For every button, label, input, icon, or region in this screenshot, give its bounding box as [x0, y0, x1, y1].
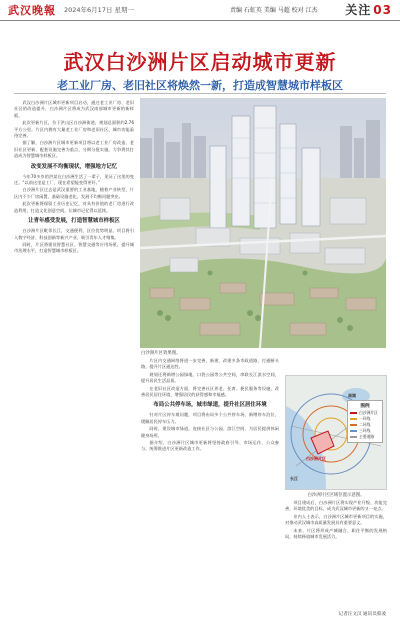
paragraph: 规划还将新增公园绿地、口袋公园等公共空间，串联长江滨水空间，提升居民生活品质。	[141, 371, 279, 384]
map-label-lake: 南湖	[348, 393, 356, 398]
section-subtitle: 改变发展不均衡现状，增强地方记忆	[30, 163, 118, 170]
article-column-2	[141, 358, 279, 606]
paragraph: 项目建成后，白沙洲片区将实现产业升级、功能完善、环境优美的目标，成为武汉城市更新的又一亮点。	[285, 500, 387, 512]
paragraph: 同时，片区将建设智慧社区、智慧交通等应用场景，提升城市治理水平，打造智慧城市样板区。	[14, 241, 134, 254]
legend-swatch	[350, 412, 357, 414]
map-label-area: 白沙洲片区	[306, 456, 326, 461]
paragraph: 据了解，白沙洲片区城市更新项目将以老工业厂房改造、老旧社区更新、配套设施完善为重点，分期分批实施，力争将其打造成为智慧城市样板区。	[14, 140, 134, 159]
headline: 武汉白沙洲片区启动城市更新	[63, 50, 337, 74]
legend-label: 一环线	[359, 416, 371, 421]
legend-swatch	[350, 436, 357, 438]
legend-swatch	[350, 418, 357, 420]
legend-swatch	[350, 430, 357, 432]
legend-label: 三环线	[359, 428, 371, 433]
image-caption: 白沙洲片区效果图。	[141, 351, 181, 356]
paragraph: 白沙洲片区毗邻长江，交通便利，区位优势明显。项目将引入数字经济、科技创新等新兴产业，吸引青年人才聚集。	[14, 228, 134, 240]
paragraph: 今年70多岁的洪某在白沙洲生活了一辈子，见证了这里的变迁。“以前这里是工厂，现在希望能变得更好。”	[14, 173, 134, 186]
article-column-1	[14, 100, 134, 606]
page-header	[0, 0, 400, 21]
reporter-credit: 记者汪文汉 通讯员蔡凌	[338, 612, 386, 617]
location-map	[285, 375, 387, 490]
paragraph: 据介绍，白沙洲片区城市更新将坚持政府引导、市场运作、公众参与，统筹推进片区更新改造工作。	[141, 440, 279, 452]
paragraph: 针对片区停车难问题，项目将布局多个公共停车场，新增停车泊位，缓解居民停车压力。	[141, 412, 279, 424]
newspaper-logo: 武汉晚報	[8, 4, 56, 17]
paragraph: 未来，片区将形成产城融合、职住平衡的发展格局，持续释放城市发展活力。	[285, 527, 387, 540]
editor-credits: 责编 石虹英 美编 马超 校对 江杰	[230, 7, 318, 14]
section-label: 关注	[345, 3, 372, 17]
map-label-river: 长江	[290, 476, 298, 481]
map-legend	[347, 400, 383, 443]
paragraph: 武汉白沙洲片区城市更新项目启动，通过老工业厂房、老旧社区的改造提升，白沙洲片区将成为武汉南部城市更新的新样板。	[14, 100, 134, 118]
aerial-rendering-image	[140, 98, 386, 348]
legend-label: 主要道路	[359, 434, 375, 439]
paragraph: 片区内交通网络将进一步完善，新建、改建多条市政道路，打通断头路，提升片区通达性。	[141, 358, 279, 370]
divider	[14, 93, 386, 94]
issue-date: 2024年6月17日 星期一	[64, 6, 135, 14]
page-number: 03	[373, 3, 392, 17]
article-column-3	[285, 500, 387, 608]
section-subtitle: 让青年感受发展，打造智慧城市样板区	[28, 218, 120, 225]
paragraph: 同时，建设城市绿道，连接社区与公园、滨江空间，为居民提供休闲健身场所。	[141, 426, 279, 438]
legend-item	[350, 434, 380, 440]
paragraph: 在老旧社区改造方面，将完善社区养老、托育、便民服务等设施，改善居民居住环境，增强居民的获得感和幸福感。	[141, 385, 279, 398]
paragraph: 此次更新将保留工业历史记忆，对具有价值的老厂房进行改造利用，打造文化创意空间，让城市记忆得以延续。	[14, 201, 134, 213]
subheadline: 老工业厂房、老旧社区将焕然一新，打造成智慧城市样板区	[57, 79, 343, 92]
section-subtitle: 布局公共停车场，城市绿道，提升社区居住环境	[153, 402, 267, 409]
section-title	[345, 1, 392, 18]
paragraph: 此次更新片区，位于洪山区白沙洲街道，规划总面积约2.76平方公里。片区内拥有大量老工业厂房和老旧社区，城市功能亟待完善。	[14, 120, 134, 139]
legend-label: 白沙洲片区	[359, 410, 378, 415]
paragraph: 业内人士表示，白沙洲片区城市更新项目的实施，对推动武汉城市高质量发展具有重要意义。	[285, 513, 387, 526]
legend-title: 图例	[360, 404, 370, 409]
paragraph: 白沙洲片区过去是武汉重要的工业基地，随着产业转型，片区内不少厂房闲置，基础设施老化，发展不均衡问题突出。	[14, 187, 134, 199]
map-caption: 白沙洲片区区域位置示意图。	[307, 493, 365, 498]
legend-swatch	[350, 424, 357, 426]
legend-label: 二环线	[359, 422, 371, 427]
